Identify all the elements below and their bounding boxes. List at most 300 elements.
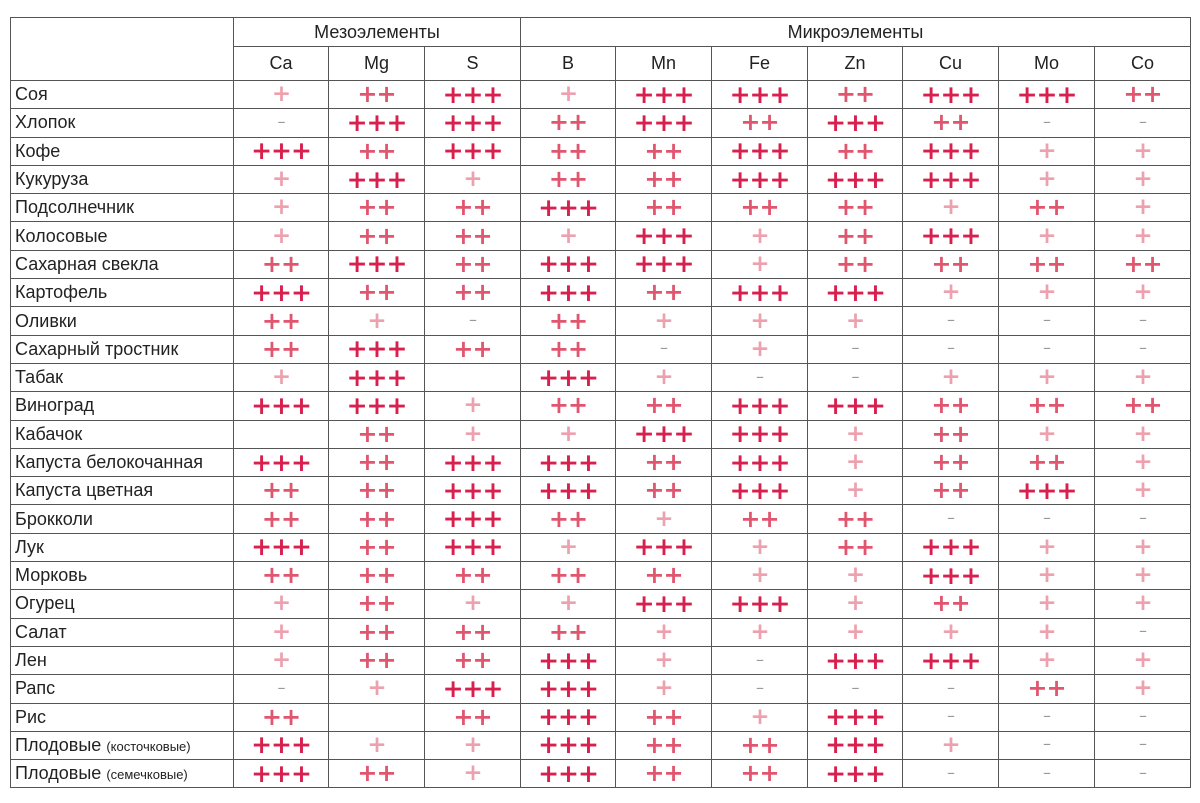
need-level-mark: ++	[1027, 249, 1066, 278]
need-cell-mo	[999, 363, 1095, 391]
need-cell-mg	[329, 646, 425, 674]
need-cell-b	[521, 618, 616, 646]
crop-name: Кофе	[15, 140, 61, 161]
need-cell-mo	[999, 675, 1095, 703]
crop-name: Оливки	[15, 310, 77, 331]
need-cell-zn	[808, 703, 903, 731]
need-level-mark: +++	[633, 419, 694, 449]
need-cell-cu	[903, 731, 999, 759]
need-cell-zn	[808, 731, 903, 759]
crop-name: Плодовые	[15, 763, 102, 784]
need-level-mark: +	[941, 194, 960, 221]
need-level-mark: +++	[633, 107, 694, 137]
need-cell-zn	[808, 81, 903, 109]
need-level-mark: +	[367, 307, 386, 334]
need-cell-mg	[329, 165, 425, 193]
need-level-mark: ++	[261, 476, 301, 505]
need-cell-mn	[616, 505, 712, 533]
need-cell-s	[425, 477, 521, 505]
need-cell-mo	[999, 194, 1095, 222]
need-cell-mo	[999, 250, 1095, 278]
need-level-mark: –	[1139, 310, 1146, 330]
need-level-mark: +++	[920, 532, 981, 562]
need-cell-ca	[234, 307, 329, 335]
need-cell-cu	[903, 392, 999, 420]
need-cell-fe	[712, 562, 808, 590]
need-cell-fe	[712, 703, 808, 731]
need-level-mark: +	[941, 279, 960, 306]
table-row	[11, 731, 1191, 759]
crop-name: Хлопок	[15, 112, 76, 133]
need-cell-mo	[999, 165, 1095, 193]
need-level-mark: –	[1043, 508, 1050, 528]
crop-name-cell	[11, 448, 234, 476]
need-cell-b	[521, 505, 616, 533]
table-row	[11, 81, 1191, 109]
need-level-mark: +++	[442, 447, 503, 477]
need-level-mark: –	[947, 706, 954, 726]
need-level-mark: ++	[644, 759, 683, 788]
need-level-mark: +++	[346, 164, 407, 194]
element-header-fe: Fe	[712, 47, 808, 81]
need-cell-ca	[234, 533, 329, 561]
need-cell-ca	[234, 505, 329, 533]
need-cell-mg	[329, 477, 425, 505]
need-level-mark: +++	[729, 447, 790, 477]
need-cell-s	[425, 760, 521, 788]
need-cell-zn	[808, 279, 903, 307]
need-cell-mn	[616, 392, 712, 420]
need-level-mark: +	[1133, 449, 1152, 475]
need-cell-zn	[808, 363, 903, 391]
need-level-mark: +++	[633, 249, 694, 279]
need-cell-zn	[808, 760, 903, 788]
need-cell-cu	[903, 109, 999, 137]
need-cell-fe	[712, 81, 808, 109]
need-level-mark: +	[271, 618, 291, 645]
need-cell-b	[521, 590, 616, 618]
crop-name: Виноград	[15, 395, 95, 416]
need-level-mark: +++	[538, 645, 598, 675]
crop-name-cell	[11, 477, 234, 505]
need-level-mark: –	[756, 677, 763, 697]
need-level-mark: +	[1037, 618, 1056, 645]
need-level-mark: ++	[835, 249, 875, 278]
need-cell-b	[521, 279, 616, 307]
need-cell-zn	[808, 533, 903, 561]
need-level-mark: +++	[442, 136, 503, 166]
need-cell-mn	[616, 760, 712, 788]
group-header-row	[11, 18, 1191, 47]
need-level-mark: ++	[548, 306, 588, 335]
table-row	[11, 250, 1191, 278]
need-level-mark: +	[654, 647, 673, 674]
need-level-mark: ++	[357, 617, 396, 646]
crop-name-cell	[11, 420, 234, 448]
need-cell-s	[425, 590, 521, 618]
crop-name: Морковь	[15, 565, 88, 586]
need-level-mark: –	[1139, 338, 1146, 358]
need-cell-mo	[999, 307, 1095, 335]
crop-name: Кукуруза	[15, 169, 89, 190]
need-level-mark: ++	[835, 532, 875, 561]
need-cell-ca	[234, 675, 329, 703]
need-level-mark: +	[941, 364, 960, 391]
need-cell-mg	[329, 618, 425, 646]
need-cell-s	[425, 222, 521, 250]
need-cell-zn	[808, 109, 903, 137]
need-cell-cu	[903, 194, 999, 222]
need-cell-mn	[616, 477, 712, 505]
need-level-mark: +++	[538, 702, 598, 732]
need-level-mark: +	[271, 81, 291, 108]
need-level-mark: +	[1037, 562, 1056, 589]
need-cell-s	[425, 109, 521, 137]
need-level-mark: ++	[835, 136, 875, 165]
need-level-mark: ++	[644, 448, 683, 476]
need-level-mark: ++	[644, 193, 683, 222]
need-level-mark: ++	[548, 108, 588, 137]
need-cell-ca	[234, 420, 329, 448]
need-cell-cu	[903, 420, 999, 448]
need-cell-fe	[712, 533, 808, 561]
need-cell-zn	[808, 448, 903, 476]
need-cell-mo	[999, 448, 1095, 476]
need-level-mark: +	[271, 647, 291, 674]
need-cell-ca	[234, 165, 329, 193]
need-cell-cu	[903, 505, 999, 533]
need-cell-co	[1095, 477, 1191, 505]
need-level-mark: +++	[251, 277, 311, 307]
need-level-mark: –	[1043, 734, 1050, 754]
need-level-mark: +	[463, 760, 482, 787]
need-level-mark: +++	[729, 390, 790, 420]
need-cell-cu	[903, 477, 999, 505]
need-cell-co	[1095, 760, 1191, 788]
need-level-mark: +	[463, 731, 482, 758]
need-level-mark: +	[1133, 279, 1152, 306]
need-level-mark: +++	[1016, 475, 1077, 505]
need-level-mark: +++	[729, 588, 790, 618]
need-level-mark: +++	[538, 362, 598, 392]
need-level-mark: +	[367, 675, 386, 702]
need-level-mark: +++	[920, 221, 981, 251]
need-level-mark: –	[469, 310, 476, 330]
need-cell-mg	[329, 590, 425, 618]
need-cell-mn	[616, 307, 712, 335]
need-level-mark: ++	[357, 476, 396, 505]
need-cell-zn	[808, 505, 903, 533]
need-cell-ca	[234, 590, 329, 618]
need-cell-ca	[234, 703, 329, 731]
need-level-mark: +	[271, 194, 291, 221]
need-level-mark: –	[1139, 621, 1146, 641]
need-level-mark: ++	[931, 108, 970, 137]
element-header-mo: Mo	[999, 47, 1095, 81]
need-cell-b	[521, 250, 616, 278]
need-level-mark: ++	[835, 193, 875, 222]
need-cell-s	[425, 250, 521, 278]
need-cell-co	[1095, 307, 1191, 335]
need-level-mark: +++	[920, 645, 981, 675]
need-level-mark: ++	[644, 561, 683, 590]
need-level-mark: +++	[346, 362, 407, 392]
need-cell-co	[1095, 505, 1191, 533]
need-cell-ca	[234, 363, 329, 391]
need-level-mark: –	[1139, 111, 1146, 131]
need-level-mark: +	[1133, 647, 1152, 674]
need-cell-fe	[712, 392, 808, 420]
need-level-mark: +++	[825, 758, 885, 788]
table-row	[11, 477, 1191, 505]
need-cell-s	[425, 392, 521, 420]
need-cell-s	[425, 335, 521, 363]
need-cell-mg	[329, 505, 425, 533]
need-level-mark: +++	[251, 730, 311, 760]
table-row	[11, 109, 1191, 137]
table-row	[11, 194, 1191, 222]
crop-name: Плодовые	[15, 734, 102, 755]
need-cell-mn	[616, 222, 712, 250]
need-level-mark: ++	[261, 249, 301, 278]
need-cell-b	[521, 109, 616, 137]
need-cell-mo	[999, 590, 1095, 618]
need-cell-co	[1095, 109, 1191, 137]
need-cell-ca	[234, 194, 329, 222]
crop-name-cell	[11, 505, 234, 533]
crop-name: Колосовые	[15, 225, 108, 246]
crop-name-cell	[11, 590, 234, 618]
need-cell-mo	[999, 137, 1095, 165]
need-level-mark: –	[660, 338, 667, 358]
need-level-mark: ++	[357, 221, 396, 250]
table-row	[11, 363, 1191, 391]
need-cell-s	[425, 646, 521, 674]
need-level-mark: ++	[931, 391, 970, 420]
need-level-mark: +	[1133, 562, 1152, 589]
need-level-mark: +	[845, 420, 865, 447]
need-cell-s	[425, 81, 521, 109]
need-cell-mn	[616, 675, 712, 703]
need-cell-co	[1095, 81, 1191, 109]
need-cell-mg	[329, 731, 425, 759]
need-cell-zn	[808, 392, 903, 420]
need-cell-co	[1095, 335, 1191, 363]
need-level-mark: +++	[538, 447, 598, 477]
need-cell-fe	[712, 137, 808, 165]
need-level-mark: +	[1037, 222, 1056, 249]
need-level-mark: ++	[357, 589, 396, 618]
need-level-mark: –	[1043, 706, 1050, 726]
need-cell-fe	[712, 675, 808, 703]
crop-name: Салат	[15, 621, 67, 642]
need-cell-ca	[234, 81, 329, 109]
need-level-mark: ++	[740, 504, 779, 533]
need-cell-mo	[999, 335, 1095, 363]
table-row	[11, 675, 1191, 703]
need-cell-fe	[712, 250, 808, 278]
crop-name: Табак	[15, 367, 63, 388]
need-level-mark: ++	[931, 589, 970, 618]
need-level-mark: ++	[261, 702, 301, 731]
need-level-mark: ++	[1027, 391, 1066, 420]
need-level-mark: ++	[261, 504, 301, 533]
table-row	[11, 646, 1191, 674]
need-level-mark: +++	[538, 249, 598, 279]
need-level-mark: +	[558, 420, 578, 447]
table-row	[11, 533, 1191, 561]
need-cell-b	[521, 703, 616, 731]
need-cell-cu	[903, 81, 999, 109]
table-row	[11, 505, 1191, 533]
need-level-mark: +++	[1016, 79, 1077, 109]
need-cell-ca	[234, 279, 329, 307]
need-cell-s	[425, 703, 521, 731]
need-level-mark: ++	[931, 448, 970, 476]
need-cell-ca	[234, 477, 329, 505]
need-cell-mg	[329, 222, 425, 250]
need-level-mark: +	[1133, 675, 1152, 702]
need-level-mark: +	[1037, 166, 1056, 193]
need-level-mark: +	[1037, 137, 1056, 164]
need-level-mark: –	[277, 111, 285, 131]
need-cell-b	[521, 165, 616, 193]
need-level-mark: +	[845, 449, 865, 475]
need-level-mark: –	[1139, 508, 1146, 528]
need-cell-cu	[903, 335, 999, 363]
need-level-mark: +	[1133, 137, 1152, 164]
need-level-mark: +	[558, 590, 578, 617]
group-header-meso: Мезоэлементы	[234, 18, 521, 47]
need-level-mark: +	[1133, 420, 1152, 447]
need-cell-mn	[616, 618, 712, 646]
need-level-mark: +	[750, 307, 769, 334]
crop-note: (семечковые)	[106, 767, 188, 783]
need-level-mark: +	[750, 222, 769, 249]
need-cell-mn	[616, 420, 712, 448]
crop-name-cell	[11, 279, 234, 307]
need-cell-mn	[616, 335, 712, 363]
need-cell-b	[521, 533, 616, 561]
need-level-mark: +	[1037, 420, 1056, 447]
need-cell-cu	[903, 533, 999, 561]
need-level-mark: +	[750, 335, 769, 362]
need-cell-s	[425, 505, 521, 533]
need-cell-cu	[903, 250, 999, 278]
crop-name-cell	[11, 675, 234, 703]
crop-name-cell	[11, 81, 234, 109]
need-level-mark: +	[750, 562, 769, 589]
need-level-mark: ++	[357, 278, 396, 307]
need-level-mark: ++	[1123, 80, 1162, 109]
need-cell-co	[1095, 448, 1191, 476]
table-row	[11, 703, 1191, 731]
table-row	[11, 165, 1191, 193]
need-level-mark: ++	[1123, 391, 1162, 420]
need-cell-co	[1095, 392, 1191, 420]
need-level-mark: ++	[835, 80, 875, 109]
need-level-mark: +++	[825, 107, 885, 137]
need-level-mark: +	[941, 618, 960, 645]
need-level-mark: +	[941, 731, 960, 758]
need-cell-zn	[808, 165, 903, 193]
need-level-mark: –	[756, 649, 763, 669]
need-level-mark: +	[1037, 364, 1056, 391]
element-header-mg: Mg	[329, 47, 425, 81]
need-cell-co	[1095, 533, 1191, 561]
crop-name-cell	[11, 335, 234, 363]
crop-name-cell	[11, 618, 234, 646]
need-cell-mg	[329, 703, 425, 731]
need-cell-mn	[616, 590, 712, 618]
need-level-mark: ++	[453, 249, 492, 278]
crop-name: Соя	[15, 84, 48, 105]
need-level-mark: +++	[442, 504, 503, 534]
need-cell-cu	[903, 137, 999, 165]
nutrient-table	[10, 17, 1191, 788]
need-cell-fe	[712, 222, 808, 250]
need-level-mark: ++	[931, 476, 970, 505]
need-cell-s	[425, 363, 521, 391]
need-cell-co	[1095, 618, 1191, 646]
need-level-mark: ++	[357, 759, 396, 788]
need-level-mark: –	[1043, 111, 1050, 131]
crop-name-cell	[11, 250, 234, 278]
need-cell-s	[425, 448, 521, 476]
need-cell-b	[521, 307, 616, 335]
need-cell-fe	[712, 618, 808, 646]
need-cell-fe	[712, 420, 808, 448]
need-cell-mo	[999, 731, 1095, 759]
need-cell-cu	[903, 703, 999, 731]
crop-name-cell	[11, 363, 234, 391]
table-row	[11, 307, 1191, 335]
need-level-mark: +	[1133, 222, 1152, 249]
crop-name-cell	[11, 194, 234, 222]
need-level-mark: ++	[644, 730, 683, 759]
need-cell-b	[521, 477, 616, 505]
need-cell-s	[425, 675, 521, 703]
need-level-mark: +++	[729, 277, 790, 307]
need-cell-b	[521, 562, 616, 590]
group-header-micro: Микроэлементы	[521, 18, 1191, 47]
need-level-mark: +	[654, 505, 673, 532]
crop-name: Рапс	[15, 678, 56, 699]
need-cell-mn	[616, 250, 712, 278]
nutrient-table-container	[10, 17, 1191, 788]
need-cell-cu	[903, 165, 999, 193]
element-header-co: Co	[1095, 47, 1191, 81]
need-level-mark: ++	[931, 249, 970, 278]
need-cell-s	[425, 279, 521, 307]
need-cell-cu	[903, 675, 999, 703]
need-cell-co	[1095, 279, 1191, 307]
need-level-mark: +	[558, 81, 578, 108]
need-level-mark: +	[1133, 533, 1152, 560]
element-header-b: B	[521, 47, 616, 81]
table-row	[11, 590, 1191, 618]
need-cell-fe	[712, 279, 808, 307]
need-level-mark: +++	[442, 107, 503, 137]
crop-name-cell	[11, 222, 234, 250]
need-cell-ca	[234, 760, 329, 788]
need-level-mark: ++	[740, 730, 779, 759]
need-level-mark: ++	[357, 448, 396, 476]
need-cell-mg	[329, 250, 425, 278]
element-header-mn: Mn	[616, 47, 712, 81]
need-cell-mn	[616, 137, 712, 165]
need-level-mark: –	[947, 762, 954, 782]
